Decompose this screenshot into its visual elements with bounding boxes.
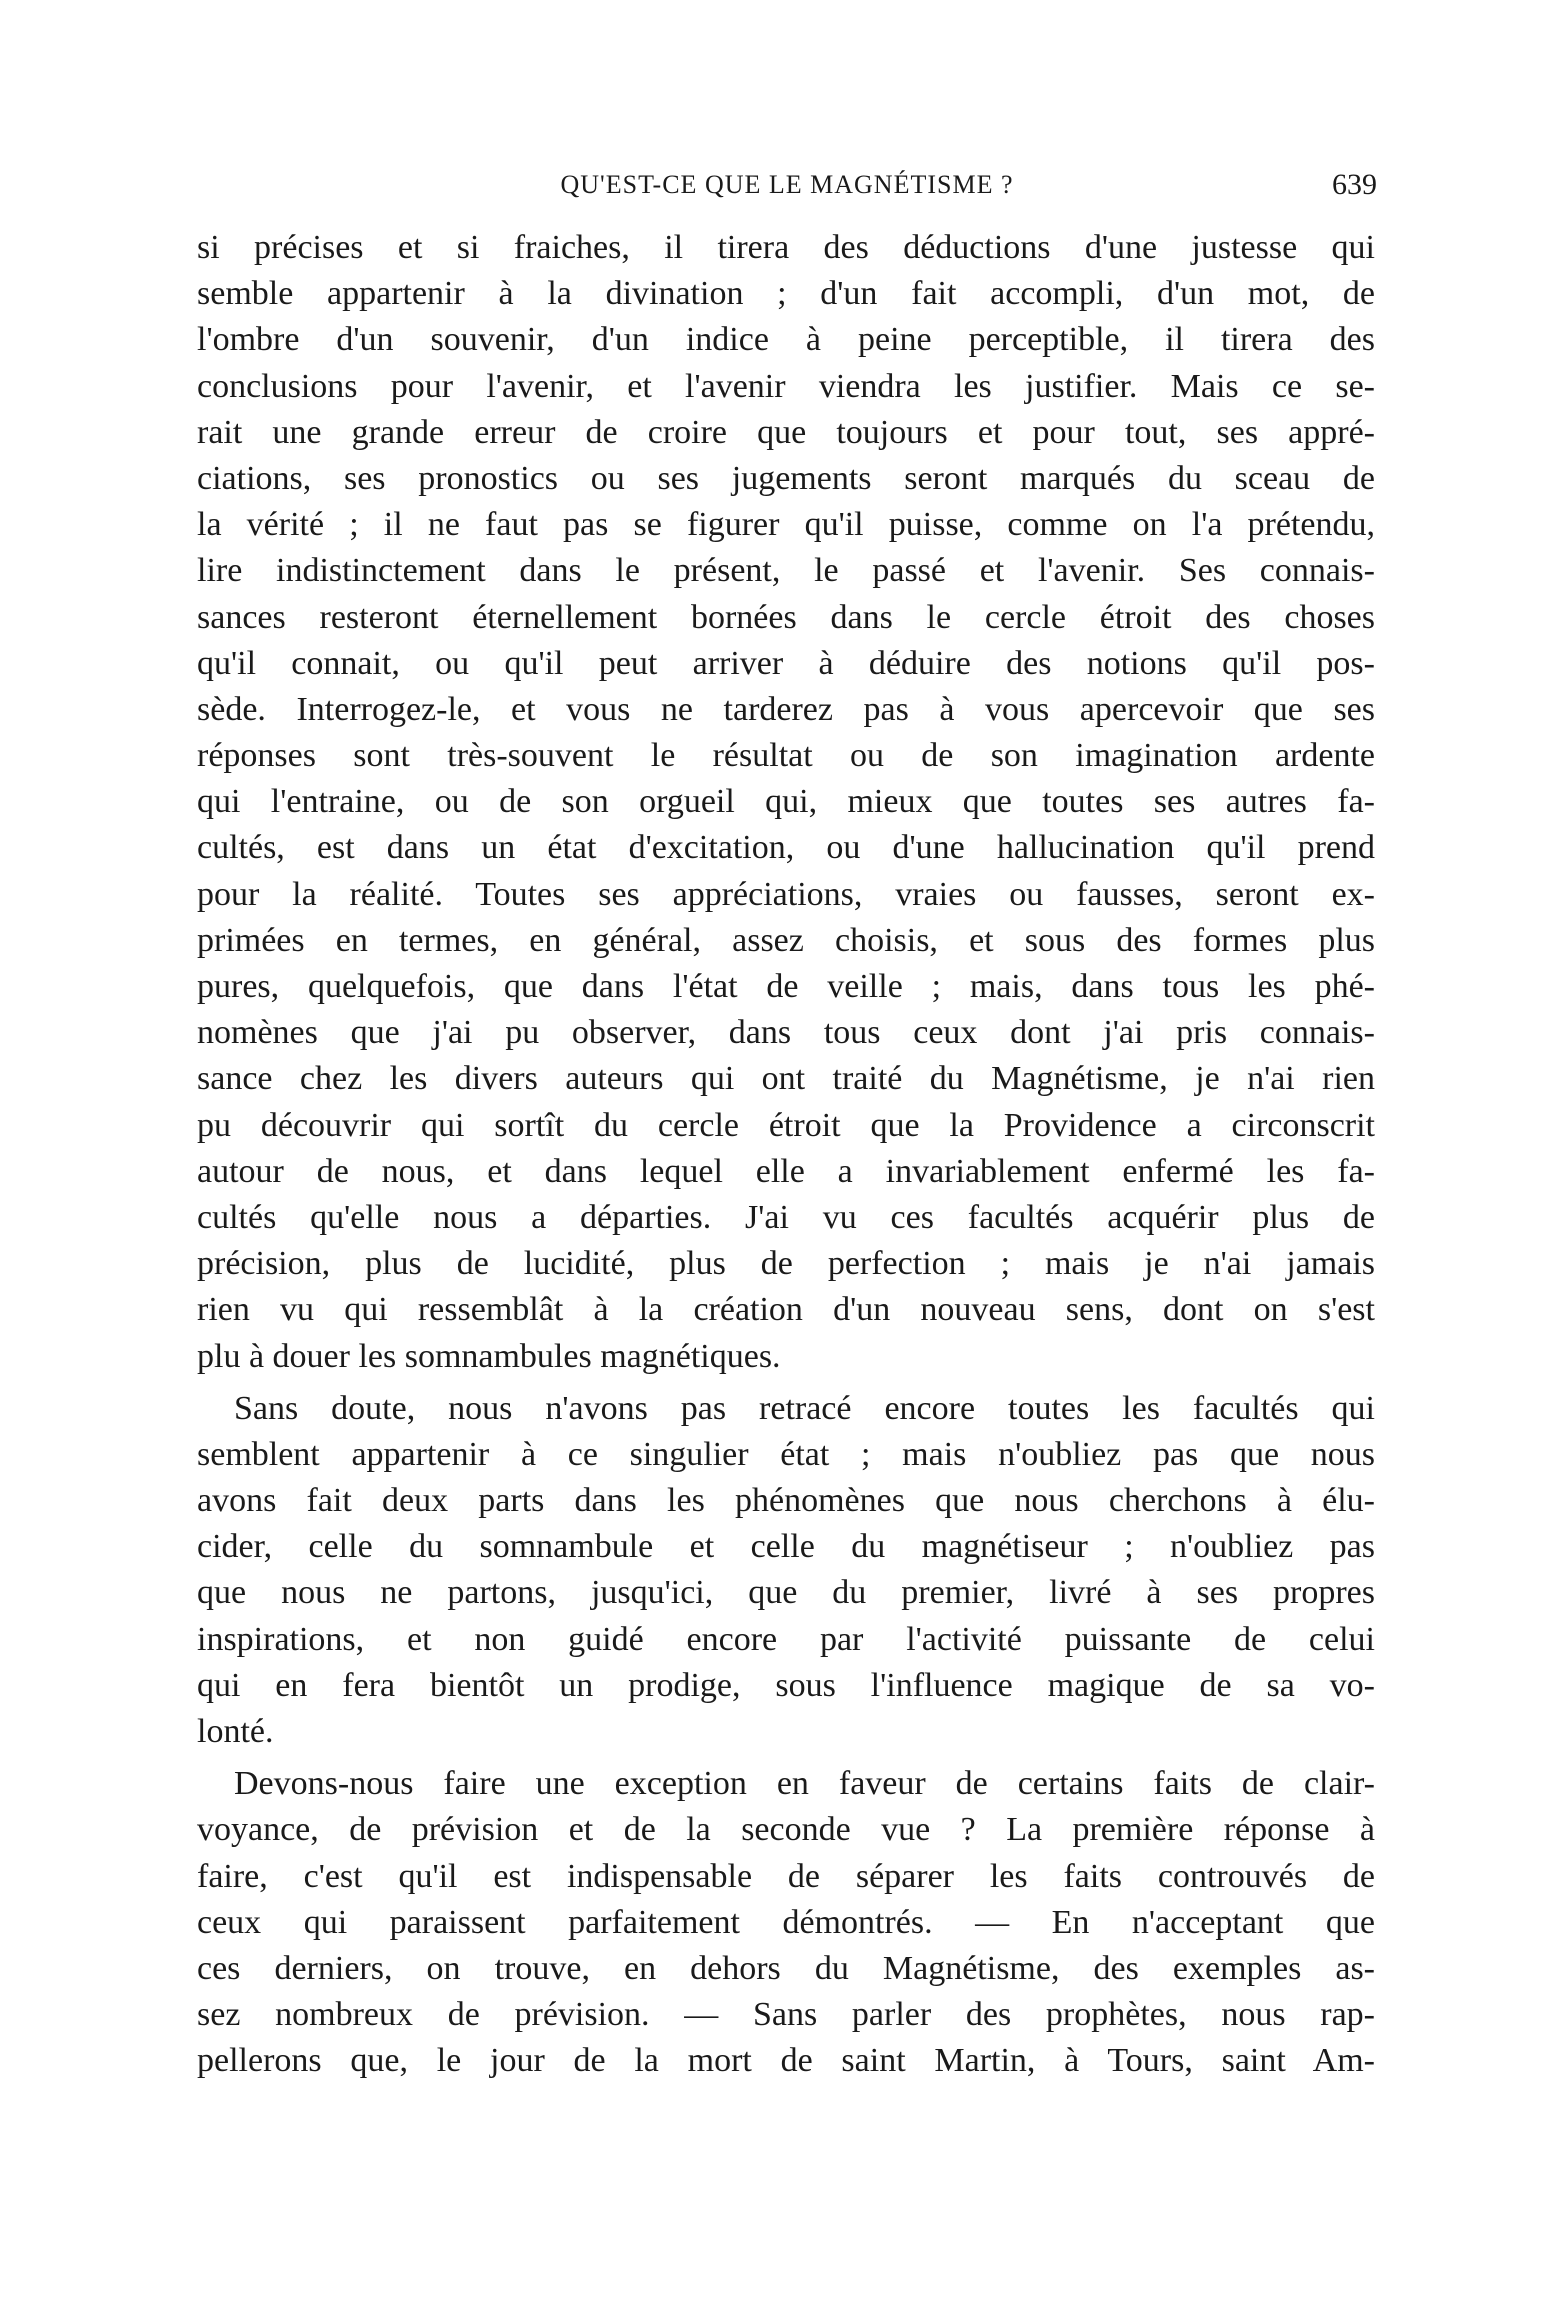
text-line: que nous ne partons, jusqu'ici, que du premier, livré à ses propres bbox=[197, 1574, 1375, 1612]
text-line: conclusions pour l'avenir, et l'avenir viendra les justifier. Mais ce se- bbox=[197, 367, 1375, 405]
text-line: inspirations, et non guidé encore par l'activité puissante de celui bbox=[197, 1620, 1375, 1658]
text-line: qui l'entraine, ou de son orgueil qui, mieux que toutes ses autres fa- bbox=[197, 783, 1375, 821]
text-line: Sans doute, nous n'avons pas retracé encore toutes les facultés qui bbox=[234, 1389, 1375, 1427]
text-line: nomènes que j'ai pu observer, dans tous ceux dont j'ai pris connais- bbox=[197, 1014, 1375, 1052]
text-line: qui en fera bientôt un prodige, sous l'influence magique de sa vo- bbox=[197, 1666, 1375, 1704]
text-line: lonté. bbox=[197, 1713, 274, 1750]
text-line: semble appartenir à la divination ; d'un fait accompli, d'un mot, de bbox=[197, 275, 1375, 313]
running-header bbox=[197, 168, 1377, 204]
text-line: sez nombreux de prévision. — Sans parler des prophètes, nous rap- bbox=[197, 1996, 1375, 2034]
text-line: pu découvrir qui sortît du cercle étroit que la Providence a circonscrit bbox=[197, 1106, 1375, 1144]
text-line: pellerons que, le jour de la mort de saint Martin, à Tours, saint Am- bbox=[197, 2042, 1375, 2080]
text-line: sances resteront éternellement bornées dans le cercle étroit des choses bbox=[197, 598, 1375, 636]
text-line: plu à douer les somnambules magnétiques. bbox=[197, 1337, 781, 1375]
text-line: rien vu qui ressemblât à la création d'un nouveau sens, dont on s'est bbox=[197, 1291, 1375, 1329]
text-line: cider, celle du somnambule et celle du magnétiseur ; n'oubliez pas bbox=[197, 1528, 1375, 1566]
text-line: qu'il connait, ou qu'il peut arriver à déduire des notions qu'il pos- bbox=[197, 644, 1375, 682]
text-line: sance chez les divers auteurs qui ont traité du Magnétisme, je n'ai rien bbox=[197, 1060, 1375, 1098]
text-line: lire indistinctement dans le présent, le passé et l'avenir. Ses connais- bbox=[197, 552, 1375, 590]
text-line: Devons-nous faire une exception en faveur de certains faits de clair- bbox=[234, 1765, 1375, 1803]
text-line: la vérité ; il ne faut pas se figurer qu'il puisse, comme on l'a prétendu, bbox=[197, 506, 1375, 544]
text-line: faire, c'est qu'il est indispensable de séparer les faits controuvés de bbox=[197, 1857, 1375, 1895]
text-line: ceux qui paraissent parfaitement démontrés. — En n'acceptant que bbox=[197, 1903, 1375, 1941]
text-line: réponses sont très-souvent le résultat ou de son imagination ardente bbox=[197, 737, 1375, 775]
text-line: primées en termes, en général, assez choisis, et sous des formes plus bbox=[197, 921, 1375, 959]
paragraph bbox=[197, 1761, 1375, 2084]
text-line: semblent appartenir à ce singulier état ; mais n'oubliez pas que nous bbox=[197, 1435, 1375, 1473]
text-line: l'ombre d'un souvenir, d'un indice à peine perceptible, il tirera des bbox=[197, 321, 1375, 359]
text-line: autour de nous, et dans lequel elle a invariablement enfermé les fa- bbox=[197, 1152, 1375, 1190]
text-line: cultés qu'elle nous a départies. J'ai vu ces facultés acquérir plus de bbox=[197, 1198, 1375, 1236]
text-line: avons fait deux parts dans les phénomènes que nous cherchons à élu- bbox=[197, 1482, 1375, 1520]
paragraph bbox=[197, 1386, 1375, 1756]
page-body bbox=[197, 225, 1375, 2091]
text-line: ces derniers, on trouve, en dehors du Magnétisme, des exemples as- bbox=[197, 1949, 1375, 1987]
page-number: 639 bbox=[1332, 168, 1377, 201]
text-line: cultés, est dans un état d'excitation, ou d'une hallucination qu'il prend bbox=[197, 829, 1375, 867]
text-line: voyance, de prévision et de la seconde vue ? La première réponse à bbox=[197, 1811, 1375, 1849]
paragraph bbox=[197, 225, 1375, 1380]
text-line: précision, plus de lucidité, plus de perfection ; mais je n'ai jamais bbox=[197, 1245, 1375, 1283]
running-title: QU'EST-CE QUE LE MAGNÉTISME ? bbox=[560, 170, 1014, 199]
text-line: rait une grande erreur de croire que toujours et pour tout, ses appré- bbox=[197, 413, 1375, 451]
text-line: ciations, ses pronostics ou ses jugements seront marqués du sceau de bbox=[197, 459, 1375, 497]
text-line: si précises et si fraiches, il tirera des déductions d'une justesse qui bbox=[197, 229, 1375, 266]
text-line: pour la réalité. Toutes ses appréciations, vraies ou fausses, seront ex- bbox=[197, 875, 1375, 913]
text-line: pures, quelquefois, que dans l'état de veille ; mais, dans tous les phé- bbox=[197, 968, 1375, 1005]
text-line: sède. Interrogez-le, et vous ne tarderez pas à vous apercevoir que ses bbox=[197, 690, 1375, 728]
